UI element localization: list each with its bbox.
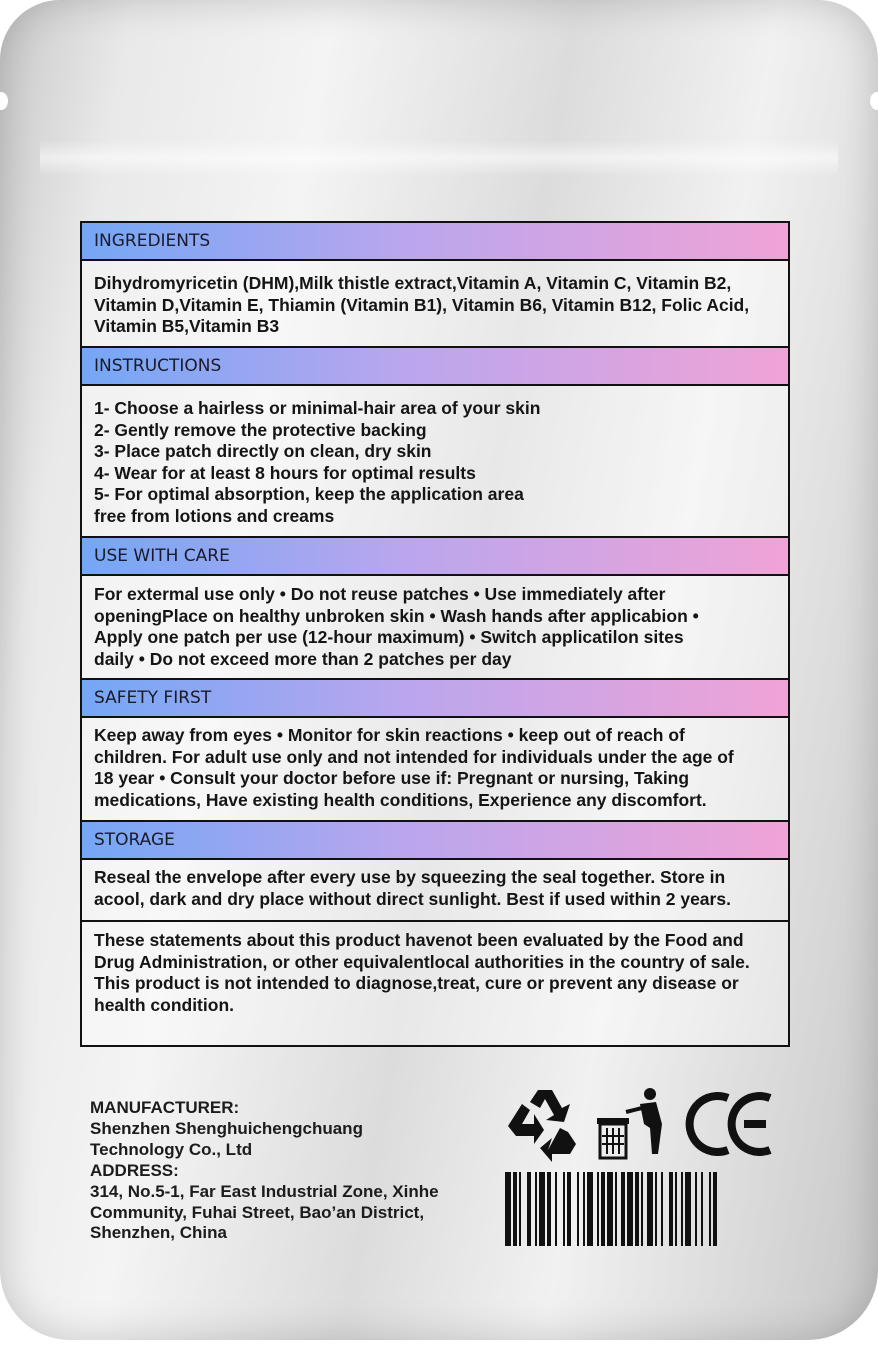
barcode-bar bbox=[601, 1172, 605, 1246]
text-line: MANUFACTURER: bbox=[90, 1098, 240, 1117]
zip-seal bbox=[40, 140, 838, 176]
text-line: daily • Do not exceed more than 2 patches per day bbox=[94, 648, 512, 669]
disclaimer-section bbox=[82, 922, 788, 1016]
instructions-body bbox=[82, 386, 788, 528]
barcode-bar bbox=[577, 1172, 579, 1246]
text-line: 1- Choose a hairless or minimal-hair area of your skin bbox=[94, 398, 541, 418]
text-line: medications, Have existing health conditions, Experience any discomfort. bbox=[94, 789, 707, 810]
barcode-bar bbox=[647, 1172, 653, 1246]
text-line: health condition. bbox=[94, 994, 234, 1015]
barcode-bar bbox=[661, 1172, 663, 1246]
barcode-bar bbox=[597, 1172, 599, 1246]
compliance-icons bbox=[500, 1084, 780, 1164]
use-with-care-section bbox=[82, 538, 788, 680]
barcode-bar bbox=[607, 1172, 613, 1246]
barcode-bar bbox=[635, 1172, 639, 1246]
barcode-bar bbox=[685, 1172, 691, 1246]
barcode-bar bbox=[709, 1172, 711, 1246]
barcode-bar bbox=[539, 1172, 545, 1246]
barcode-bar bbox=[555, 1172, 557, 1246]
tear-notch-left bbox=[0, 92, 8, 110]
barcode-bar bbox=[519, 1172, 521, 1246]
barcode-bar bbox=[621, 1172, 625, 1246]
barcode-bar bbox=[641, 1172, 643, 1246]
text-line: Dihydromyricetin (DHM),Milk thistle extract,Vitamin A, Vitamin C, Vitamin B2, bbox=[94, 273, 732, 293]
safety-first-body bbox=[82, 718, 788, 811]
barcode-bar bbox=[627, 1172, 633, 1246]
storage-body bbox=[82, 860, 788, 910]
ingredients-section bbox=[82, 223, 788, 348]
info-panel bbox=[80, 221, 790, 1047]
instructions-header: INSTRUCTIONS bbox=[82, 348, 788, 386]
text-line: free from lotions and creams bbox=[94, 505, 335, 526]
text-line: Shenzhen, China bbox=[90, 1223, 227, 1243]
barcode-bar bbox=[695, 1172, 697, 1246]
text-line: 4- Wear for at least 8 hours for optimal results bbox=[94, 462, 476, 483]
text-line: 314, No.5-1, Far East Industrial Zone, Xinhe bbox=[90, 1181, 439, 1201]
recycle-icon bbox=[508, 1090, 576, 1162]
text-line: Vitamin D,Vitamin E, Thiamin (Vitamin B1), Vitamin B6, Vitamin B12, Folic Acid, bbox=[94, 294, 750, 315]
manufacturer-info bbox=[90, 1098, 439, 1244]
text-line: ADDRESS: bbox=[90, 1160, 179, 1180]
ingredients-header: INGREDIENTS bbox=[82, 223, 788, 261]
barcode-bar bbox=[547, 1172, 551, 1246]
storage-header: STORAGE bbox=[82, 822, 788, 860]
storage-section bbox=[82, 822, 788, 922]
barcode-bar bbox=[513, 1172, 517, 1246]
barcode-bar bbox=[675, 1172, 677, 1246]
barcode-bar bbox=[527, 1172, 531, 1246]
text-line: openingPlace on healthy unbroken skin • Wash hands after applicabion • bbox=[94, 605, 699, 626]
text-line: Drug Administration, or other equivalentlocal authorities in the country of sale. bbox=[94, 951, 750, 972]
text-line: 2- Gently remove the protective backing bbox=[94, 419, 427, 440]
barcode-bar bbox=[535, 1172, 537, 1246]
use-with-care-header: USE WITH CARE bbox=[82, 538, 788, 576]
barcode-bar bbox=[655, 1172, 657, 1246]
text-line: Community, Fuhai Street, Bao’an District, bbox=[90, 1202, 425, 1222]
ingredients-body bbox=[82, 261, 788, 338]
barcode-bar bbox=[615, 1172, 617, 1246]
safety-first-header: SAFETY FIRST bbox=[82, 680, 788, 718]
barcode-bar bbox=[713, 1172, 717, 1246]
barcode-icon bbox=[505, 1172, 767, 1246]
text-line: 5- For optimal absorption, keep the application area bbox=[94, 484, 524, 505]
text-line: acool, dark and dry place without direct sunlight. Best if used within 2 years. bbox=[94, 888, 731, 909]
barcode-bar bbox=[505, 1172, 511, 1246]
text-line: Vitamin B5,Vitamin B3 bbox=[94, 316, 280, 337]
text-line: Technology Co., Ltd bbox=[90, 1139, 253, 1159]
safety-first-section bbox=[82, 680, 788, 822]
text-line: For extermal use only • Do not reuse patches • Use immediately after bbox=[94, 584, 666, 604]
text-line: Shenzhen Shenghuichengchuang bbox=[90, 1118, 363, 1138]
disclaimer-body bbox=[82, 922, 788, 1016]
tidyman-bin-icon bbox=[597, 1088, 662, 1158]
text-line: These statements about this product havenot been evaluated by the Food and bbox=[94, 930, 744, 950]
text-line: Reseal the envelope after every use by squeezing the seal together. Store in bbox=[94, 867, 726, 887]
barcode-bar bbox=[567, 1172, 571, 1246]
text-line: 3- Place patch directly on clean, dry skin bbox=[94, 441, 432, 462]
instructions-section bbox=[82, 348, 788, 538]
barcode-bar bbox=[669, 1172, 673, 1246]
barcode-bar bbox=[563, 1172, 565, 1246]
use-with-care-body bbox=[82, 576, 788, 670]
text-line: Apply one patch per use (12-hour maximum) • Switch applicatilon sites bbox=[94, 627, 684, 648]
text-line: This product is not intended to diagnose,treat, cure or prevent any disease or bbox=[94, 973, 739, 994]
barcode-bar bbox=[587, 1172, 593, 1246]
barcode-bar bbox=[681, 1172, 683, 1246]
text-line: children. For adult use only and not intended for individuals under the age of bbox=[94, 746, 734, 767]
text-line: Keep away from eyes • Monitor for skin reactions • keep out of reach of bbox=[94, 725, 685, 745]
barcode-bar bbox=[701, 1172, 703, 1246]
text-line: 18 year • Consult your doctor before use if: Pregnant or nursing, Taking bbox=[94, 768, 690, 789]
barcode-bar bbox=[583, 1172, 585, 1246]
ce-mark-icon bbox=[690, 1096, 770, 1152]
tear-notch-right bbox=[870, 92, 878, 110]
